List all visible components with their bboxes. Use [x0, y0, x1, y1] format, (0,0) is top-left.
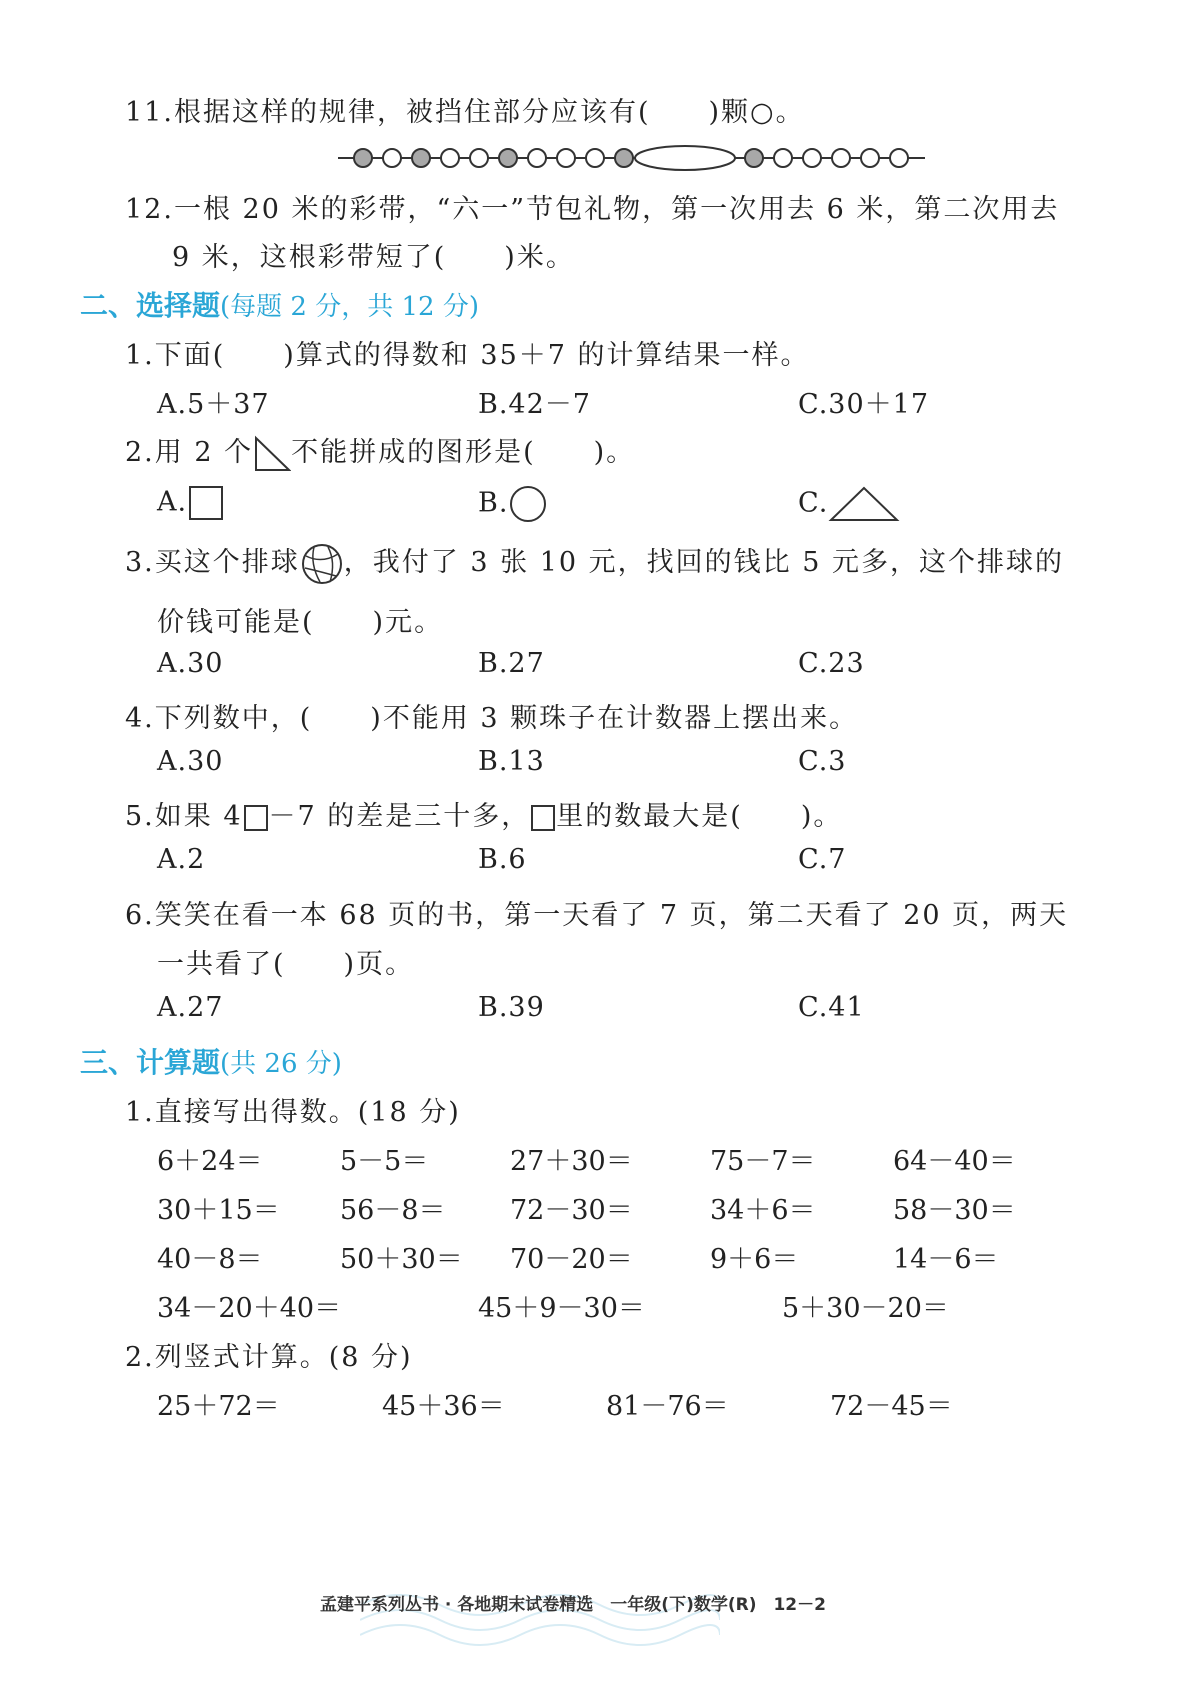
mc-6-option-b: B.39: [478, 992, 545, 1023]
mc-3-option-c: C.23: [798, 648, 865, 679]
bead-filled: [499, 149, 517, 167]
bead-empty: [470, 149, 488, 167]
calc-1-r2-c5: 58－30＝: [893, 1195, 1016, 1226]
mc-3-stem-line2: 价钱可能是( )元。: [157, 607, 444, 638]
calc-1-r1-c5: 64－40＝: [893, 1146, 1016, 1177]
question-12-line2: 9 米，这根彩带短了( )米。: [172, 242, 575, 273]
section-3-heading: [80, 1041, 342, 1081]
question-12-line1: 12.一根 20 米的彩带，“六一”节包礼物，第一次用去 6 米，第二次用去: [125, 194, 1060, 225]
calc-1-r1-c3: 27＋30＝: [510, 1146, 633, 1177]
triangle-icon: [828, 484, 900, 524]
mc-2-stem: [125, 430, 635, 473]
bead-filled: [412, 149, 430, 167]
mc-3-stem-post: ，我付了 3 张 10 元，找回的钱比 5 元多，这个排球的: [343, 547, 1064, 578]
mc-2-option-c-label: C.: [798, 487, 829, 519]
bead-pattern-figure: [330, 138, 930, 178]
calc-2-item-4: 72－45＝: [830, 1391, 953, 1422]
right-triangle-icon: [253, 435, 291, 473]
calc-1-r1-c1: 6＋24＝: [157, 1146, 263, 1177]
mc-2-stem-post: 不能拼成的图形是( )。: [291, 437, 636, 468]
hidden-part-cover: [635, 146, 735, 170]
mc-5-stem-pre: 5.如果 4: [125, 801, 243, 832]
calc-1-r3-c1: 40－8＝: [157, 1244, 263, 1275]
mc-5-stem-post: 里的数最大是( )。: [556, 801, 843, 832]
mc-3-stem-pre: 3.买这个排球: [125, 547, 300, 578]
mc-6-option-c: C.41: [798, 992, 865, 1023]
footer-wave-decoration: [360, 1575, 720, 1655]
bead-empty: [383, 149, 401, 167]
bead-filled: [745, 149, 763, 167]
calc-2-item-2: 45＋36＝: [382, 1391, 505, 1422]
mc-4-option-b: B.13: [478, 746, 545, 777]
circle-icon: [508, 484, 548, 524]
calc-1-r1-c4: 75－7＝: [710, 1146, 816, 1177]
calc-1-r3-c2: 50＋30＝: [340, 1244, 463, 1275]
bead-empty: [890, 149, 908, 167]
mc-5-option-b: B.6: [478, 844, 527, 875]
mc-1-option-b: B.42－7: [478, 389, 591, 420]
bead-empty: [557, 149, 575, 167]
mc-5-option-a: A.2: [157, 844, 206, 875]
mc-5-option-c: C.7: [798, 844, 847, 875]
blank-box-icon: [243, 804, 269, 832]
mc-6-option-a: A.27: [157, 992, 224, 1023]
mc-4-option-c: C.3: [798, 746, 847, 777]
bead-empty: [803, 149, 821, 167]
blank-box-icon: [530, 804, 556, 832]
calc-1-r4-c1: 34－20＋40＝: [157, 1293, 342, 1324]
square-icon: [187, 484, 225, 522]
calc-1-r3-c4: 9＋6＝: [710, 1244, 799, 1275]
bead-filled: [615, 149, 633, 167]
mc-2-option-a-label: A.: [157, 486, 188, 518]
mc-2-option-a: [157, 484, 225, 522]
calc-2-item-3: 81－76＝: [606, 1391, 729, 1422]
calc-1-r4-c3: 5＋30－20＝: [782, 1293, 949, 1324]
mc-1-option-c: C.30＋17: [798, 389, 929, 420]
mc-1-option-a: A.5＋37: [157, 389, 270, 420]
bead-empty: [832, 149, 850, 167]
calc-1-r4-c2: 45＋9－30＝: [478, 1293, 645, 1324]
bead-empty: [861, 149, 879, 167]
mc-3-stem: [125, 540, 1064, 586]
volleyball-icon: [300, 542, 344, 586]
page-footer: 孟建平系列丛书 · 各地期末试卷精选 一年级(下)数学(R) 12－2: [320, 1595, 826, 1615]
section-2-heading: [80, 284, 479, 324]
mc-6-stem-line2: 一共看了( )页。: [157, 949, 415, 980]
bead-empty: [528, 149, 546, 167]
mc-3-option-a: A.30: [157, 648, 224, 679]
mc-2-option-c: [798, 484, 900, 524]
section-3-title: 三、计算题: [80, 1046, 221, 1079]
mc-6-stem: 6.笑笑在看一本 68 页的书，第一天看了 7 页，第二天看了 20 页，两天: [125, 900, 1069, 931]
calc-1-title: 1.直接写出得数。(18 分): [125, 1097, 461, 1128]
calc-1-r2-c3: 72－30＝: [510, 1195, 633, 1226]
mc-5-stem: [125, 794, 842, 833]
calc-1-r2-c2: 56－8＝: [340, 1195, 446, 1226]
mc-2-option-b: [478, 484, 548, 524]
section-2-score: (每题 2 分，共 12 分): [220, 292, 479, 322]
bead-empty: [774, 149, 792, 167]
calc-1-r2-c1: 30＋15＝: [157, 1195, 280, 1226]
calc-1-r2-c4: 34＋6＝: [710, 1195, 816, 1226]
mc-2-stem-pre: 2.用 2 个: [125, 437, 254, 468]
mc-1-stem: 1.下面( )算式的得数和 35＋7 的计算结果一样。: [125, 340, 810, 371]
bead-empty: [441, 149, 459, 167]
mc-4-stem: 4.下列数中，( )不能用 3 颗珠子在计数器上摆出来。: [125, 703, 859, 734]
bead-empty: [586, 149, 604, 167]
calc-1-r3-c3: 70－20＝: [510, 1244, 633, 1275]
mc-3-option-b: B.27: [478, 648, 545, 679]
mc-4-option-a: A.30: [157, 746, 224, 777]
section-3-score: (共 26 分): [220, 1049, 342, 1079]
calc-2-item-1: 25＋72＝: [157, 1391, 280, 1422]
calc-2-title: 2.列竖式计算。(8 分): [125, 1342, 413, 1373]
mc-2-option-b-label: B.: [478, 487, 509, 519]
mc-5-stem-mid: －7 的差是三十多，: [268, 801, 531, 832]
question-11: 11.根据这样的规律，被挡住部分应该有( )颗○。: [125, 97, 805, 128]
calc-1-r1-c2: 5－5＝: [340, 1146, 429, 1177]
calc-1-r3-c5: 14－6＝: [893, 1244, 999, 1275]
bead-filled: [354, 149, 372, 167]
section-2-title: 二、选择题: [80, 289, 221, 322]
